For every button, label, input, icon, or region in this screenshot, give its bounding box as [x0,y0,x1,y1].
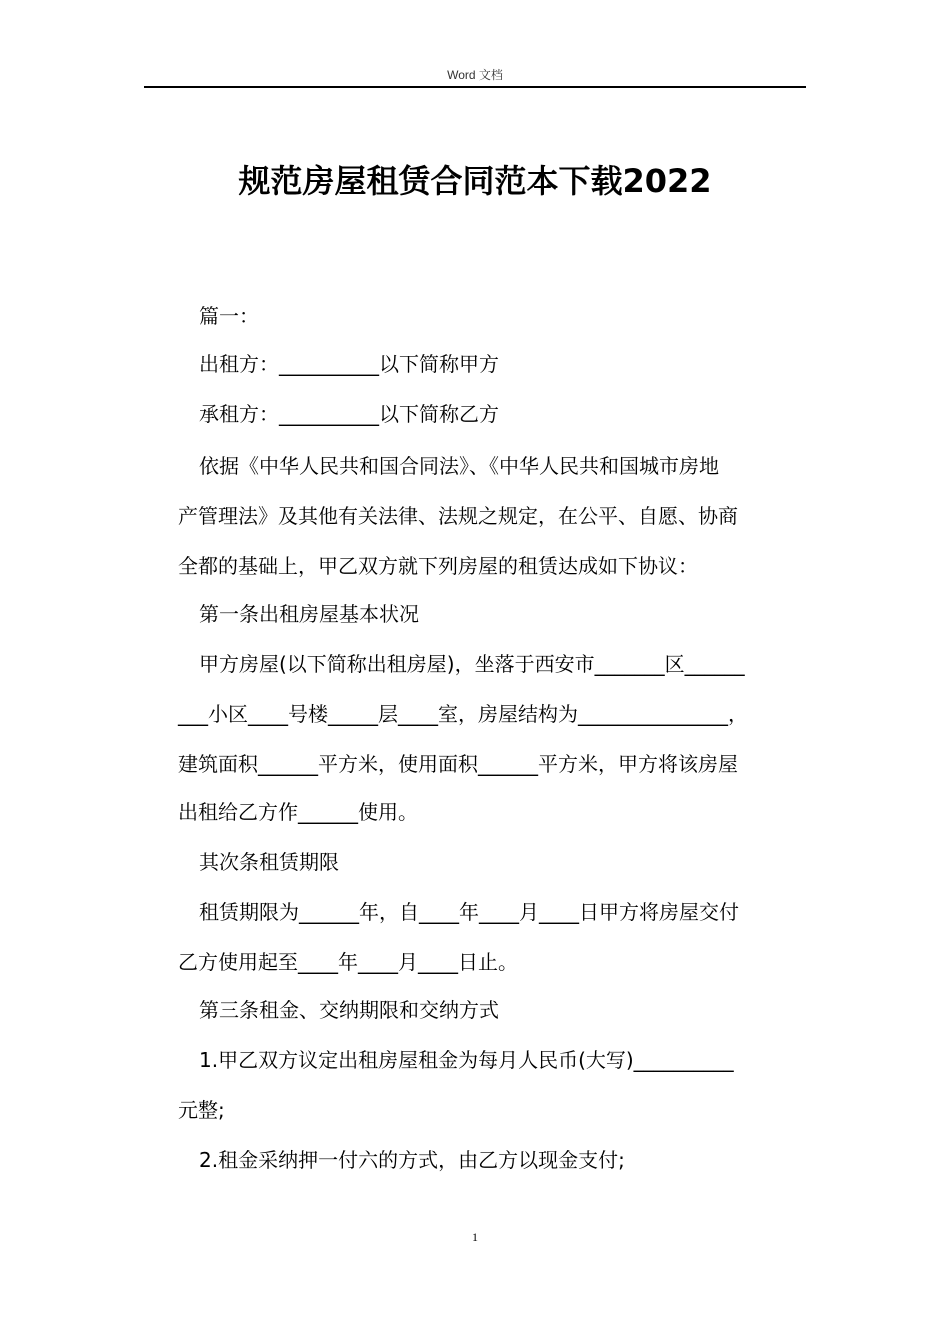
article-heading: 第一条出租房屋基本状况 [199,602,419,626]
paragraph-line: 建筑面积______平方米，使用面积______平方米，甲方将该房屋 [178,752,738,776]
page-number: 1 [472,1230,478,1244]
paragraph-line: 产管理法》及其他有关法律、法规之规定，在公平、自愿、协商 [178,504,738,528]
paragraph-line: 租赁期限为______年，自____年____月____日甲方将房屋交付 [199,900,739,924]
paragraph-line: 甲方房屋(以下简称出租房屋)，坐落于西安市_______区______ [199,652,745,676]
paragraph-line: 元整; [178,1098,225,1122]
article-heading: 第三条租金、交纳期限和交纳方式 [199,998,499,1022]
section-heading: 篇一： [199,304,259,328]
paragraph-line: 2.租金采纳押一付六的方式，由乙方以现金支付; [199,1148,625,1172]
running-header: Word 文档 [447,68,503,82]
document-title: 规范房屋租赁合同范本下载2022 [238,162,712,200]
paragraph-line: 出租给乙方作______使用。 [178,800,418,824]
paragraph-line: ___小区____号楼_____层____室，房屋结构为_______________， [178,702,748,726]
paragraph-line: 全都的基础上，甲乙双方就下列房屋的租赁达成如下协议： [178,554,698,578]
paragraph-line: 1.甲乙双方议定出租房屋租金为每月人民币(大写)__________ [199,1048,734,1072]
paragraph-line: 依据《中华人民共和国合同法》、《中华人民共和国城市房地 [199,454,719,478]
paragraph-line: 乙方使用起至____年____月____日止。 [178,950,518,974]
lessor-line: 出租方：__________以下简称甲方 [199,352,499,376]
lessee-line: 承租方：__________以下简称乙方 [199,402,499,426]
article-heading: 其次条租赁期限 [199,850,339,874]
